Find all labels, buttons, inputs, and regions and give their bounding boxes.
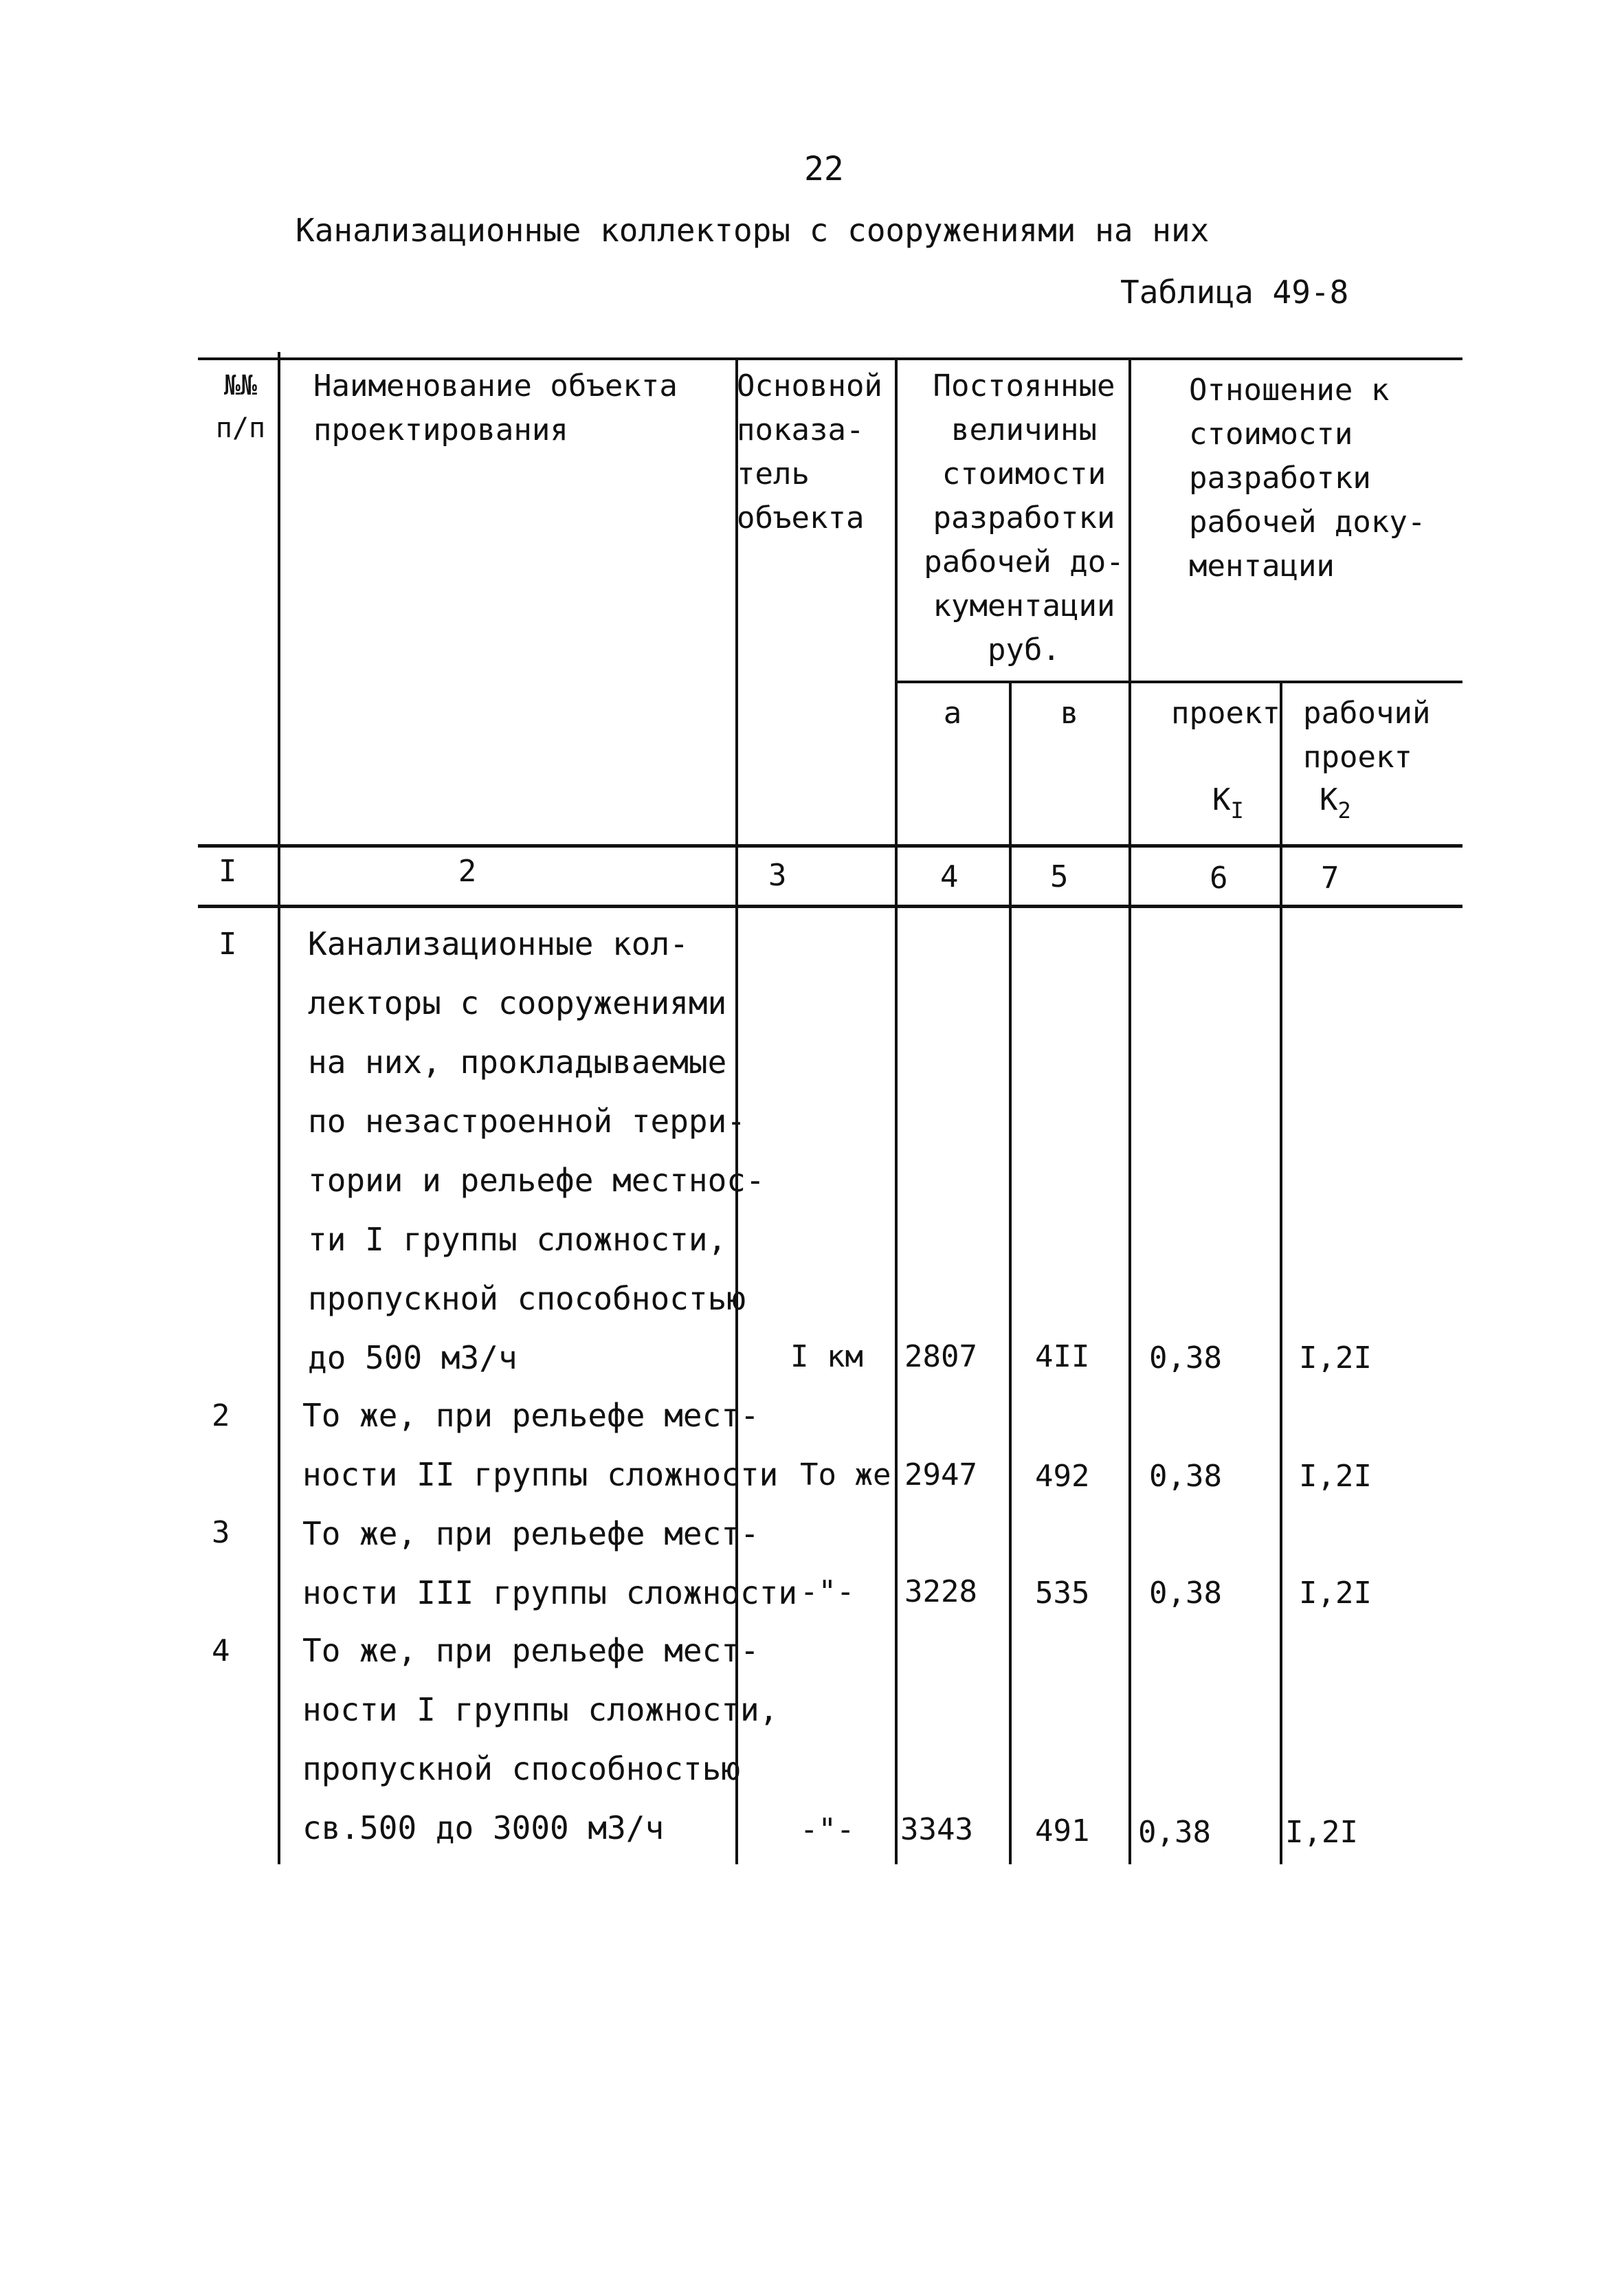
row-1-name-line: по незастроенной терри- (308, 1103, 746, 1140)
row-1-name-line: лекторы с сооружениями (308, 984, 727, 1022)
row-2-indicator: То же (800, 1457, 891, 1492)
row-1-name-line: до 500 м3/ч (308, 1339, 518, 1376)
row-1-indicator: I км (790, 1339, 863, 1374)
row-4-name (302, 1621, 778, 1857)
k1-symbol: К (1212, 782, 1231, 817)
row-1-name-line: ти I группы сложности, (308, 1221, 727, 1258)
row-2-b: 492 (1035, 1459, 1090, 1494)
row-3-name-line: То же, при рельефе мест- (302, 1515, 759, 1552)
colnum-3: 3 (768, 858, 787, 893)
row-2-name-line: ности II группы сложности (302, 1456, 779, 1493)
row-1-a: 2807 (904, 1339, 977, 1374)
page-title: Канализационные коллекторы с сооружениями на них (296, 212, 1210, 249)
col-divider-3 (895, 357, 898, 1864)
colnum-4: 4 (940, 859, 959, 894)
header-k1 (1212, 782, 1244, 824)
col-divider-4 (1009, 682, 1012, 1864)
row-3-a: 3228 (904, 1574, 977, 1609)
row-4-k1: 0,38 (1138, 1815, 1211, 1850)
row-1-name-line: пропускной способностью (308, 1280, 746, 1317)
colnum-7: 7 (1321, 861, 1339, 896)
k1-subscript: I (1230, 797, 1244, 824)
row-4-name-line: св.500 до 3000 м3/ч (302, 1809, 665, 1846)
row-2-k2: I,2I (1299, 1459, 1372, 1494)
header-constant: Постоянные величины стоимости разработки рабочей до- кументации руб. (924, 368, 1124, 667)
colnum-1: I (219, 854, 237, 889)
row-1-name-line: Канализационные кол- (308, 925, 689, 962)
table-label: Таблица 49-8 (1120, 274, 1349, 311)
row-4-num: 4 (212, 1633, 230, 1668)
row-1-name (308, 914, 765, 1387)
row-3-b: 535 (1035, 1576, 1090, 1611)
colnum-6: 6 (1210, 861, 1228, 896)
row-4-k2: I,2I (1285, 1815, 1358, 1850)
header-num: №№ п/п (215, 370, 266, 444)
row-1-k1: 0,38 (1149, 1340, 1222, 1376)
row-3-k1: 0,38 (1149, 1576, 1222, 1611)
row-4-name-line: То же, при рельефе мест- (302, 1632, 759, 1669)
row-4-name-line: ности I группы сложности, (302, 1691, 779, 1728)
col-divider-6 (1280, 682, 1282, 1864)
row-2-a: 2947 (904, 1457, 977, 1492)
row-3-indicator: -"- (800, 1574, 855, 1609)
row-1-name-line: тории и рельефе местнос- (308, 1162, 765, 1199)
column-numbers-rule (198, 905, 1462, 908)
row-3-name (302, 1504, 797, 1622)
row-3-k2: I,2I (1299, 1576, 1372, 1611)
row-1-b: 4II (1035, 1339, 1090, 1374)
header-work-project: рабочий проект (1303, 696, 1431, 775)
row-3-num: 3 (212, 1515, 230, 1550)
row-4-indicator: -"- (800, 1812, 855, 1847)
colnum-2: 2 (458, 854, 477, 889)
row-4-a: 3343 (900, 1812, 973, 1847)
header-sub-rule (896, 681, 1462, 683)
header-name: Наименование объекта проектирования (313, 368, 678, 448)
header-indicator: Основной показа- тель объекта (737, 368, 882, 536)
table-top-rule (198, 357, 1462, 360)
header-bottom-rule (198, 844, 1462, 848)
header-b: в (1060, 696, 1079, 731)
k2-symbol: К (1320, 782, 1338, 817)
col-divider-1 (278, 352, 280, 1864)
row-4-b: 491 (1035, 1813, 1090, 1848)
page-number: 22 (804, 150, 844, 188)
row-4-name-line: пропускной способностью (302, 1750, 740, 1787)
header-ratio: Отношение к стоимости разработки рабочей доку- ментации (1189, 373, 1426, 584)
row-1-k2: I,2I (1299, 1340, 1372, 1376)
row-2-k1: 0,38 (1149, 1459, 1222, 1494)
colnum-5: 5 (1050, 859, 1069, 894)
k2-subscript: 2 (1337, 797, 1351, 824)
header-k2 (1320, 782, 1351, 824)
header-project: проект (1171, 696, 1280, 731)
row-2-name (302, 1386, 778, 1504)
header-a: а (943, 696, 962, 731)
row-3-name-line: ности III группы сложности (302, 1574, 798, 1611)
row-2-name-line: То же, при рельефе мест- (302, 1397, 759, 1434)
col-divider-5 (1128, 357, 1131, 1864)
row-1-name-line: на них, прокладываемые (308, 1044, 727, 1081)
row-2-num: 2 (212, 1398, 230, 1433)
row-1-num: I (219, 927, 237, 962)
